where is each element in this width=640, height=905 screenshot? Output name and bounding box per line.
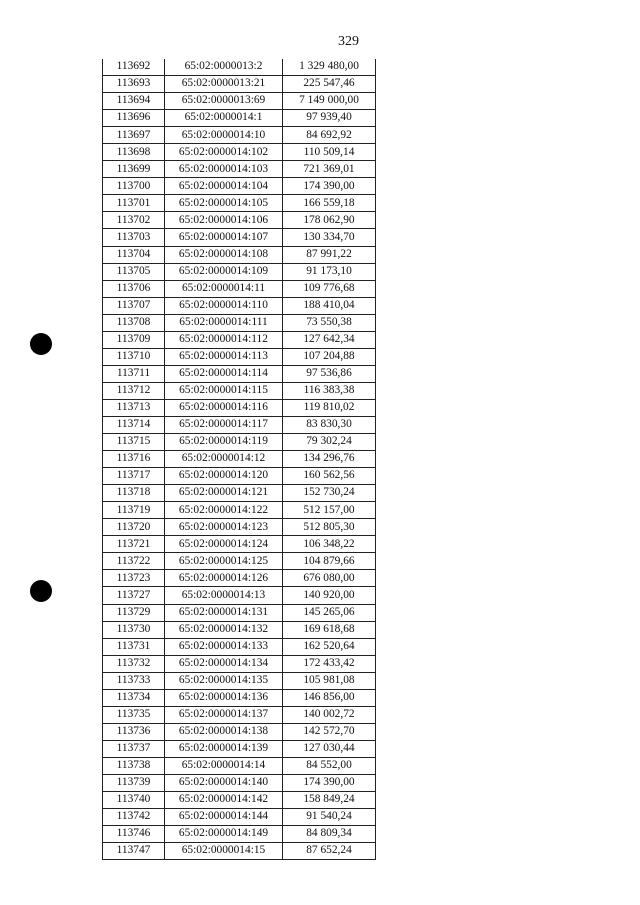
cadastral-value-cell: 172 433,42 [303, 656, 355, 669]
row-number-cell: 113719 [103, 502, 165, 518]
cadastral-number-cell: 65:02:0000014:107 [165, 229, 283, 245]
row-number-cell: 113700 [103, 178, 165, 194]
row-number-cell: 113702 [103, 212, 165, 228]
row-number-cell: 113723 [103, 570, 165, 586]
row-number-cell: 113720 [103, 519, 165, 535]
row-number-cell: 113706 [103, 281, 165, 297]
table-row [103, 365, 375, 382]
cadastral-number-cell: 65:02:0000014:1 [165, 110, 283, 126]
table-row [103, 655, 375, 672]
cadastral-value-cell: 7 149 000,00 [299, 94, 359, 107]
cadastral-number-cell: 65:02:0000014:149 [165, 826, 283, 842]
table-row [103, 535, 375, 552]
cadastral-value-cell: 119 810,02 [303, 401, 355, 414]
cadastral-value-cell: 110 509,14 [303, 145, 355, 158]
row-number-cell: 113747 [103, 843, 165, 859]
cadastral-number-cell: 65:02:0000014:124 [165, 536, 283, 552]
cadastral-number-cell: 65:02:0000014:112 [165, 332, 283, 348]
cadastral-number-cell: 65:02:0000014:137 [165, 707, 283, 723]
cadastral-value-cell: 512 805,30 [303, 520, 355, 533]
row-number-cell: 113715 [103, 434, 165, 450]
table-row [103, 518, 375, 535]
table-row [103, 706, 375, 723]
row-number-cell: 113727 [103, 587, 165, 603]
cadastral-number-cell: 65:02:0000014:116 [165, 400, 283, 416]
table-row [103, 842, 375, 859]
cadastral-value-cell: 83 830,30 [306, 418, 352, 431]
table-row [103, 382, 375, 399]
row-number-cell: 113738 [103, 758, 165, 774]
table-row [103, 126, 375, 143]
table-row [103, 825, 375, 842]
cadastral-value-cell: 105 981,08 [303, 674, 355, 686]
cadastral-value-cell: 676 080,00 [303, 571, 355, 584]
row-number-cell: 113734 [103, 690, 165, 706]
cadastral-number-cell: 65:02:0000014:105 [165, 195, 283, 211]
table-row [103, 586, 375, 603]
table-row [103, 638, 375, 655]
table-row [103, 143, 375, 160]
table-row [103, 723, 375, 740]
cadastral-value-cell: 130 334,70 [303, 230, 355, 243]
cadastral-value-cell: 225 547,46 [303, 77, 355, 90]
cadastral-number-cell: 65:02:0000014:115 [165, 383, 283, 399]
punch-hole-mark [30, 580, 52, 602]
cadastral-value-cell: 160 562,56 [303, 469, 355, 482]
cadastral-number-cell: 65:02:0000014:125 [165, 553, 283, 569]
table-row [103, 569, 375, 586]
table-row [103, 450, 375, 467]
row-number-cell: 113714 [103, 417, 165, 433]
cadastral-number-cell: 65:02:0000013:21 [165, 76, 283, 92]
cadastral-number-cell: 65:02:0000014:139 [165, 741, 283, 757]
cadastral-value-cell: 97 939,40 [306, 111, 352, 124]
cadastral-value-cell: 134 296,76 [303, 452, 355, 465]
cadastral-number-cell: 65:02:0000014:134 [165, 656, 283, 672]
table-row [103, 552, 375, 569]
cadastral-value-cell: 140 920,00 [303, 588, 355, 601]
cadastral-number-cell: 65:02:0000014:122 [165, 502, 283, 518]
table-row [103, 621, 375, 638]
cadastral-value-cell: 721 369,01 [303, 162, 355, 175]
cadastral-value-cell: 116 383,38 [303, 384, 355, 397]
cadastral-value-cell: 84 809,34 [306, 827, 352, 840]
cadastral-value-cell: 1 329 480,00 [299, 60, 359, 73]
table-row [103, 109, 375, 126]
cadastral-value-cell: 162 520,64 [303, 639, 355, 652]
page-number: 329 [338, 34, 359, 49]
row-number-cell: 113692 [103, 59, 165, 75]
table-row [103, 228, 375, 245]
row-number-cell: 113696 [103, 110, 165, 126]
cadastral-number-cell: 65:02:0000014:11 [165, 281, 283, 297]
cadastral-number-cell: 65:02:0000014:135 [165, 673, 283, 689]
cadastral-number-cell: 65:02:0000014:10 [165, 127, 283, 143]
cadastral-number-cell: 65:02:0000014:13 [165, 587, 283, 603]
row-number-cell: 113733 [103, 673, 165, 689]
row-number-cell: 113730 [103, 622, 165, 638]
row-number-cell: 113712 [103, 383, 165, 399]
cadastral-value-cell: 158 849,24 [303, 793, 355, 806]
table-row [103, 246, 375, 263]
cadastral-value-cell: 84 552,00 [306, 759, 352, 772]
table-row [103, 348, 375, 365]
table-row [103, 416, 375, 433]
cadastral-number-cell: 65:02:0000014:113 [165, 349, 283, 365]
row-number-cell: 113717 [103, 468, 165, 484]
row-number-cell: 113698 [103, 144, 165, 160]
cadastral-value-cell: 512 157,00 [303, 503, 355, 516]
cadastral-value-cell: 146 856,00 [303, 691, 355, 704]
cadastral-value-cell: 178 062,90 [303, 213, 355, 226]
table-row [103, 314, 375, 331]
row-number-cell: 113718 [103, 485, 165, 501]
table-row [103, 672, 375, 689]
row-number-cell: 113703 [103, 229, 165, 245]
row-number-cell: 113697 [103, 127, 165, 143]
table-row [103, 467, 375, 484]
cadastral-number-cell: 65:02:0000014:133 [165, 639, 283, 655]
cadastral-number-cell: 65:02:0000014:120 [165, 468, 283, 484]
cadastral-value-cell: 79 302,24 [306, 435, 352, 448]
cadastral-value-table [102, 59, 376, 860]
cadastral-value-cell: 109 776,68 [303, 281, 355, 294]
cadastral-value-cell: 166 559,18 [303, 196, 355, 209]
cadastral-number-cell: 65:02:0000014:15 [165, 843, 283, 859]
table-row [103, 331, 375, 348]
table-row [103, 433, 375, 450]
cadastral-number-cell: 65:02:0000014:144 [165, 809, 283, 825]
table-row [103, 604, 375, 621]
table-row [103, 689, 375, 706]
row-number-cell: 113732 [103, 656, 165, 672]
row-number-cell: 113721 [103, 536, 165, 552]
cadastral-number-cell: 65:02:0000014:104 [165, 178, 283, 194]
row-number-cell: 113709 [103, 332, 165, 348]
cadastral-number-cell: 65:02:0000014:136 [165, 690, 283, 706]
table-row [103, 75, 375, 92]
row-number-cell: 113704 [103, 247, 165, 263]
row-number-cell: 113705 [103, 264, 165, 280]
cadastral-number-cell: 65:02:0000014:140 [165, 775, 283, 791]
cadastral-number-cell: 65:02:0000014:12 [165, 451, 283, 467]
cadastral-number-cell: 65:02:0000014:110 [165, 298, 283, 314]
cadastral-number-cell: 65:02:0000014:121 [165, 485, 283, 501]
row-number-cell: 113708 [103, 315, 165, 331]
cadastral-value-cell: 73 550,38 [306, 316, 352, 329]
cadastral-number-cell: 65:02:0000014:14 [165, 758, 283, 774]
row-number-cell: 113711 [103, 366, 165, 382]
cadastral-number-cell: 65:02:0000013:69 [165, 93, 283, 109]
cadastral-number-cell: 65:02:0000014:142 [165, 792, 283, 808]
row-number-cell: 113729 [103, 605, 165, 621]
cadastral-value-cell: 169 618,68 [303, 622, 355, 635]
table-row [103, 211, 375, 228]
row-number-cell: 113736 [103, 724, 165, 740]
row-number-cell: 113713 [103, 400, 165, 416]
row-number-cell: 113694 [103, 93, 165, 109]
cadastral-number-cell: 65:02:0000014:131 [165, 605, 283, 621]
cadastral-number-cell: 65:02:0000014:126 [165, 570, 283, 586]
cadastral-value-cell: 142 572,70 [303, 725, 355, 738]
table-row [103, 501, 375, 518]
cadastral-number-cell: 65:02:0000014:103 [165, 161, 283, 177]
cadastral-number-cell: 65:02:0000013:2 [165, 59, 283, 75]
table-body [103, 59, 375, 859]
cadastral-number-cell: 65:02:0000014:138 [165, 724, 283, 740]
cadastral-value-cell: 104 879,66 [303, 554, 355, 567]
cadastral-number-cell: 65:02:0000014:106 [165, 212, 283, 228]
cadastral-number-cell: 65:02:0000014:123 [165, 519, 283, 535]
row-number-cell: 113739 [103, 775, 165, 791]
cadastral-value-cell: 152 730,24 [303, 486, 355, 499]
table-row [103, 280, 375, 297]
cadastral-value-cell: 174 390,00 [303, 179, 355, 192]
cadastral-number-cell: 65:02:0000014:117 [165, 417, 283, 433]
table-row [103, 59, 375, 75]
table-row [103, 774, 375, 791]
row-number-cell: 113710 [103, 349, 165, 365]
table-row [103, 92, 375, 109]
cadastral-value-cell: 84 692,92 [306, 128, 352, 141]
row-number-cell: 113746 [103, 826, 165, 842]
table-row [103, 194, 375, 211]
cadastral-value-cell: 174 390,00 [303, 776, 355, 789]
row-number-cell: 113740 [103, 792, 165, 808]
cadastral-value-cell: 127 642,34 [303, 333, 355, 346]
row-number-cell: 113701 [103, 195, 165, 211]
cadastral-value-cell: 140 002,72 [303, 708, 355, 721]
row-number-cell: 113693 [103, 76, 165, 92]
cadastral-number-cell: 65:02:0000014:111 [165, 315, 283, 331]
table-row [103, 757, 375, 774]
row-number-cell: 113707 [103, 298, 165, 314]
cadastral-value-cell: 91 540,24 [306, 810, 352, 823]
table-row [103, 177, 375, 194]
row-number-cell: 113737 [103, 741, 165, 757]
cadastral-number-cell: 65:02:0000014:102 [165, 144, 283, 160]
cadastral-value-cell: 188 410,04 [303, 298, 355, 311]
table-row [103, 160, 375, 177]
row-number-cell: 113731 [103, 639, 165, 655]
cadastral-value-cell: 127 030,44 [303, 742, 355, 755]
table-row [103, 399, 375, 416]
cadastral-number-cell: 65:02:0000014:108 [165, 247, 283, 263]
row-number-cell: 113716 [103, 451, 165, 467]
cadastral-number-cell: 65:02:0000014:132 [165, 622, 283, 638]
cadastral-value-cell: 107 204,88 [303, 350, 355, 363]
row-number-cell: 113742 [103, 809, 165, 825]
row-number-cell: 113722 [103, 553, 165, 569]
table-row [103, 740, 375, 757]
row-number-cell: 113699 [103, 161, 165, 177]
table-row [103, 791, 375, 808]
cadastral-value-cell: 87 652,24 [306, 844, 352, 857]
cadastral-value-cell: 87 991,22 [306, 247, 352, 260]
cadastral-value-cell: 145 265,06 [303, 605, 355, 618]
cadastral-value-cell: 97 536,86 [306, 367, 352, 380]
table-row [103, 808, 375, 825]
table-row [103, 263, 375, 280]
row-number-cell: 113735 [103, 707, 165, 723]
cadastral-value-cell: 106 348,22 [303, 537, 355, 550]
table-row [103, 297, 375, 314]
cadastral-value-cell: 91 173,10 [306, 264, 352, 277]
cadastral-number-cell: 65:02:0000014:119 [165, 434, 283, 450]
cadastral-number-cell: 65:02:0000014:114 [165, 366, 283, 382]
punch-hole-mark [30, 333, 52, 355]
cadastral-number-cell: 65:02:0000014:109 [165, 264, 283, 280]
table-row [103, 484, 375, 501]
